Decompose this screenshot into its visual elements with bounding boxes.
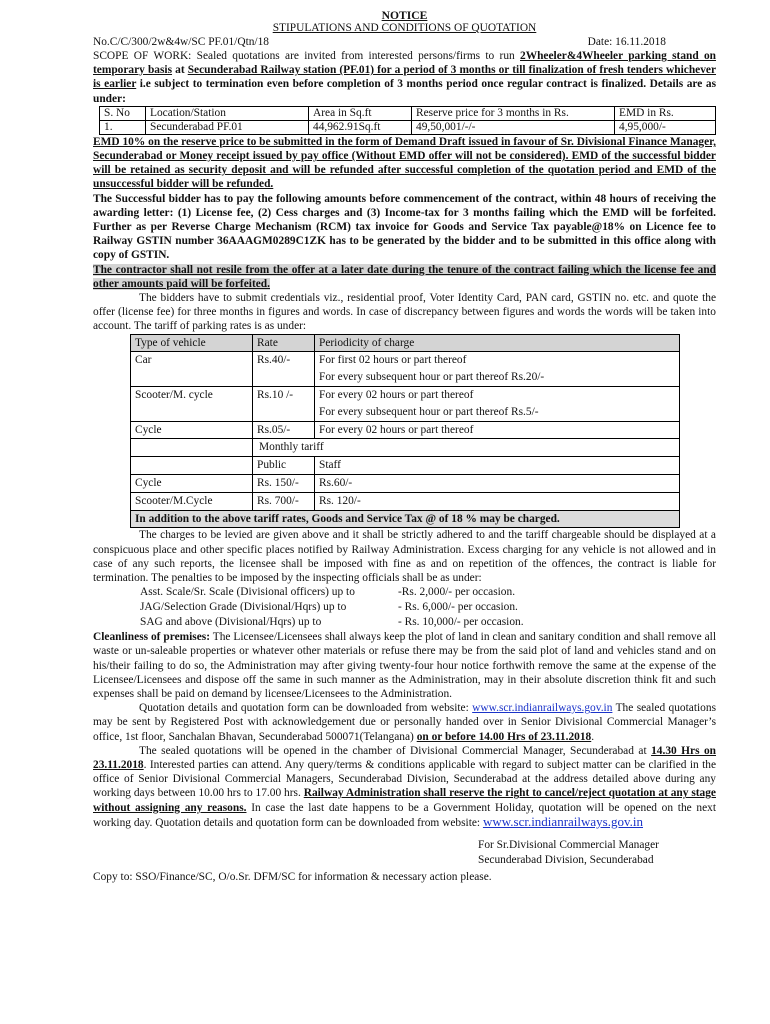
opening-tail: In case the last date happens to be a Government Holiday, quotation will be opened on the next working day. Quotation details and quotation form can be downloaded from website:	[93, 801, 717, 829]
payment-paragraph: The Successful bidder has to pay the following amounts before commencement of the contract, within 48 hours of receiving the awarding letter: (1) License fee, (2) Cess charges and (3) Income-tax for 3 months failing which the EMD will be forfeited. Further as per Reverse Charge Mechanism (RCM) tax invoice for Goods and Service Tax payable@18% on Licence fee to Railway GSTIN number 36AAAGM0289C1ZK has to be generated by the bidder and to be submitted in this office along with copy of GSTIN.	[93, 192, 716, 262]
details-cell: 4,95,000/-	[615, 120, 716, 134]
opening-time: 14.30 Hrs on 23.11.2018	[93, 744, 717, 772]
scope-of-work	[93, 49, 716, 106]
notice-subtitle: STIPULATIONS AND CONDITIONS OF QUOTATION	[272, 22, 537, 34]
quotation-mid: The sealed quotations may be sent by Registered Post with acknowledgement due or personally handed over in Senior Divisional Commercial Manager’s office, 1st floor, Sanchalan Bhavan, Secunderabad 500071(Telangana)	[93, 702, 717, 743]
quotation-lead: Quotation details and quotation form can be downloaded from website:	[139, 702, 473, 715]
notice-date: Date: 16.11.2018	[587, 36, 666, 48]
monthly-label-row	[131, 439, 680, 457]
details-table	[99, 106, 716, 135]
tariff-period-line: For every subsequent hour or part thereof Rs.5/-	[319, 405, 539, 418]
details-cell: 44,962.91Sq.ft	[309, 120, 412, 134]
gst-note: In addition to the above tariff rates, Goods and Service Tax @ of 18 % may be charged.	[131, 510, 680, 528]
list-item	[140, 585, 716, 600]
scope-tail: i.e subject to termination even before completion of 3 months period once regular contract is finalized. Details are as under:	[93, 78, 716, 105]
quotation-paragraph	[93, 701, 716, 744]
tariff-header: Periodicity of charge	[315, 334, 680, 352]
notice-document	[93, 9, 716, 885]
details-header-row	[100, 106, 716, 120]
submission-deadline: on or before 14.00 Hrs of 23.11.2018	[416, 730, 592, 743]
tariff-period	[315, 387, 680, 422]
details-header: S. No	[100, 106, 146, 120]
details-cell: 1.	[100, 120, 146, 134]
signature-block	[478, 838, 716, 868]
tariff-header-row	[131, 334, 680, 352]
tariff-vehicle: Car	[131, 352, 253, 387]
list-item	[140, 600, 716, 615]
cleanliness-paragraph	[93, 630, 716, 701]
details-header: Reserve price for 3 months in Rs.	[412, 106, 615, 120]
details-cell: 49,50,001/-/-	[412, 120, 615, 134]
emd-paragraph: EMD 10% on the reserve price to be submitted in the form of Demand Draft issued in favour of Sr. Divisional Finance Manager, Secunderabad or Money receipt issued by pay office (Without EMD offer will not be considered). EMD of the successful bidder will be retained as security deposit and will be refunded after successful completion of the quotation period and EMD of the unsuccessful bidder will be refunded.	[93, 135, 716, 191]
details-header: EMD in Rs.	[615, 106, 716, 120]
opening-lead: The sealed quotations will be opened in the chamber of Divisional Commercial Manager, Secunderabad at	[139, 744, 652, 757]
opening-mid: . Interested parties can attend. Any query/terms & conditions applicable with regard to subject matter can be clarified in the office of Senior Divisional Commercial Managers, Secunderabad Division, Secunderabad at the address detailed above during any working days between 10.00 hrs to 17.00 hrs.	[93, 759, 716, 800]
resile-text: The contractor shall not resile from the offer at a later date during the tenure of the contract failing which the license fee and other amounts paid will be forfeited.	[93, 263, 716, 290]
monthly-staff: Rs.60/-	[315, 475, 680, 493]
penalty-amount: - Rs. 6,000/- per occasion.	[398, 601, 518, 614]
scope-work-type: 2Wheeler&4Wheeler parking stand on temporary basis	[93, 50, 717, 77]
quotation-end: .	[591, 730, 595, 743]
tariff-rate: Rs.05/-	[253, 421, 315, 439]
monthly-vehicle: Cycle	[131, 475, 253, 493]
cleanliness-label: Cleanliness of premises:	[93, 631, 211, 644]
tariff-header: Rate	[253, 334, 315, 352]
details-header: Area in Sq.ft	[309, 106, 412, 120]
table-row	[131, 352, 680, 387]
table-row	[131, 475, 680, 493]
reference-line	[93, 35, 716, 49]
tariff-table	[130, 334, 680, 529]
details-header: Location/Station	[146, 106, 309, 120]
tariff-period: For every 02 hours or part thereof	[315, 421, 680, 439]
cleanliness-text: The Licensee/Licensees shall always keep the plot of land in clean and sanitary condition and shall remove all waste or un-saleable properties or whatever other materials or refuse there may be from the said plot of land and vehicles stand and on his/their failing to do so, the Administration may after giving twenty-four hour notice forthwith remove the same at the expense of the Licensee/Licensees and dispose off the same in such manner as the Administration, may in their absolute discretion think fit and such expenses shall be paid on demand by licensee/Licensees to the Administration.	[93, 631, 716, 701]
monthly-label-text: Monthly tariff	[259, 441, 324, 454]
resile-paragraph	[93, 263, 716, 291]
website-link[interactable]: www.scr.indianrailways.gov.in	[482, 813, 643, 829]
notice-title: NOTICE	[381, 9, 428, 22]
monthly-label	[253, 439, 680, 457]
table-row	[131, 492, 680, 510]
tariff-rate: Rs.10 /-	[253, 387, 315, 422]
penalty-officer: SAG and above (Divisional/Hqrs) up to	[140, 616, 322, 629]
reference-number: No.C/C/300/2w&4w/SC PF.01/Qtn/18	[93, 36, 269, 48]
scope-mid: at	[172, 64, 188, 77]
scope-location-period: Secunderabad Railway station (PF.01) for a period of 3 months or till finalization of fresh tenders whichever is earlier	[93, 64, 717, 91]
tariff-period-line: For every 02 hours or part thereof	[319, 389, 474, 402]
tariff-vehicle: Cycle	[131, 421, 253, 439]
tariff-period	[315, 352, 680, 387]
scope-lead: SCOPE OF WORK: Sealed quotations are invited from interested persons/firms to run	[93, 50, 521, 62]
reserve-right: Railway Administration shall reserve the right to cancel/reject quotation at any stage without assigning any reasons.	[93, 787, 716, 814]
monthly-header-row	[131, 457, 680, 475]
monthly-public: Rs. 700/-	[253, 492, 315, 510]
monthly-staff: Rs. 120/-	[315, 492, 680, 510]
monthly-header: Staff	[315, 457, 680, 475]
table-row	[100, 120, 716, 134]
opening-paragraph	[93, 744, 716, 830]
tariff-period-line: For every subsequent hour or part thereof Rs.20/-	[319, 371, 545, 384]
gst-note-row	[131, 510, 680, 528]
monthly-public: Rs. 150/-	[253, 475, 315, 493]
details-cell: Secunderabad PF.01	[146, 120, 309, 134]
monthly-vehicle: Scooter/M.Cycle	[131, 492, 253, 510]
penalties-list	[140, 585, 716, 630]
penalty-officer: JAG/Selection Grade (Divisional/Hqrs) up to	[140, 601, 347, 614]
penalty-amount: - Rs. 10,000/- per occasion.	[398, 616, 524, 629]
copy-to: Copy to: SSO/Finance/SC, O/o.Sr. DFM/SC for information & necessary action please.	[93, 871, 492, 884]
tariff-blank	[131, 457, 253, 475]
tariff-rate: Rs.40/-	[253, 352, 315, 387]
bidders-paragraph: The bidders have to submit credentials viz., residential proof, Voter Identity Card, PAN card, GSTIN no. etc. and quote the offer (license fee) for three months in figures and words. In case of discrepancy between figures and words the words will be taken into account. The tariff of parking rates is as under:	[93, 292, 716, 333]
signature-line: Secunderabad Division, Secunderabad	[478, 854, 654, 867]
tariff-period-line: For first 02 hours or part thereof	[319, 354, 467, 367]
signature-line: For Sr.Divisional Commercial Manager	[478, 839, 659, 852]
tariff-vehicle: Scooter/M. cycle	[131, 387, 253, 422]
website-link[interactable]: www.scr.indianrailways.gov.in	[472, 702, 613, 715]
charges-paragraph: The charges to be levied are given above and it shall be strictly adhered to and the tariff chargeable should be displayed at a conspicuous place and other specific places notified by Railway Administration. Excess charging for any vehicle is not allowed and in case of any such reports, the licensee shall be imposed with fine as and on repetition of the offences, the contract is liable for termination. The penalties to be imposed by the inspecting officials shall be as under:	[93, 529, 716, 585]
tariff-blank	[131, 439, 253, 457]
penalty-officer: Asst. Scale/Sr. Scale (Divisional officers) up to	[140, 586, 355, 599]
table-row	[131, 387, 680, 422]
table-row	[131, 421, 680, 439]
penalty-amount: -Rs. 2,000/- per occasion.	[398, 586, 516, 599]
monthly-header: Public	[253, 457, 315, 475]
tariff-header: Type of vehicle	[131, 334, 253, 352]
list-item	[140, 615, 716, 630]
